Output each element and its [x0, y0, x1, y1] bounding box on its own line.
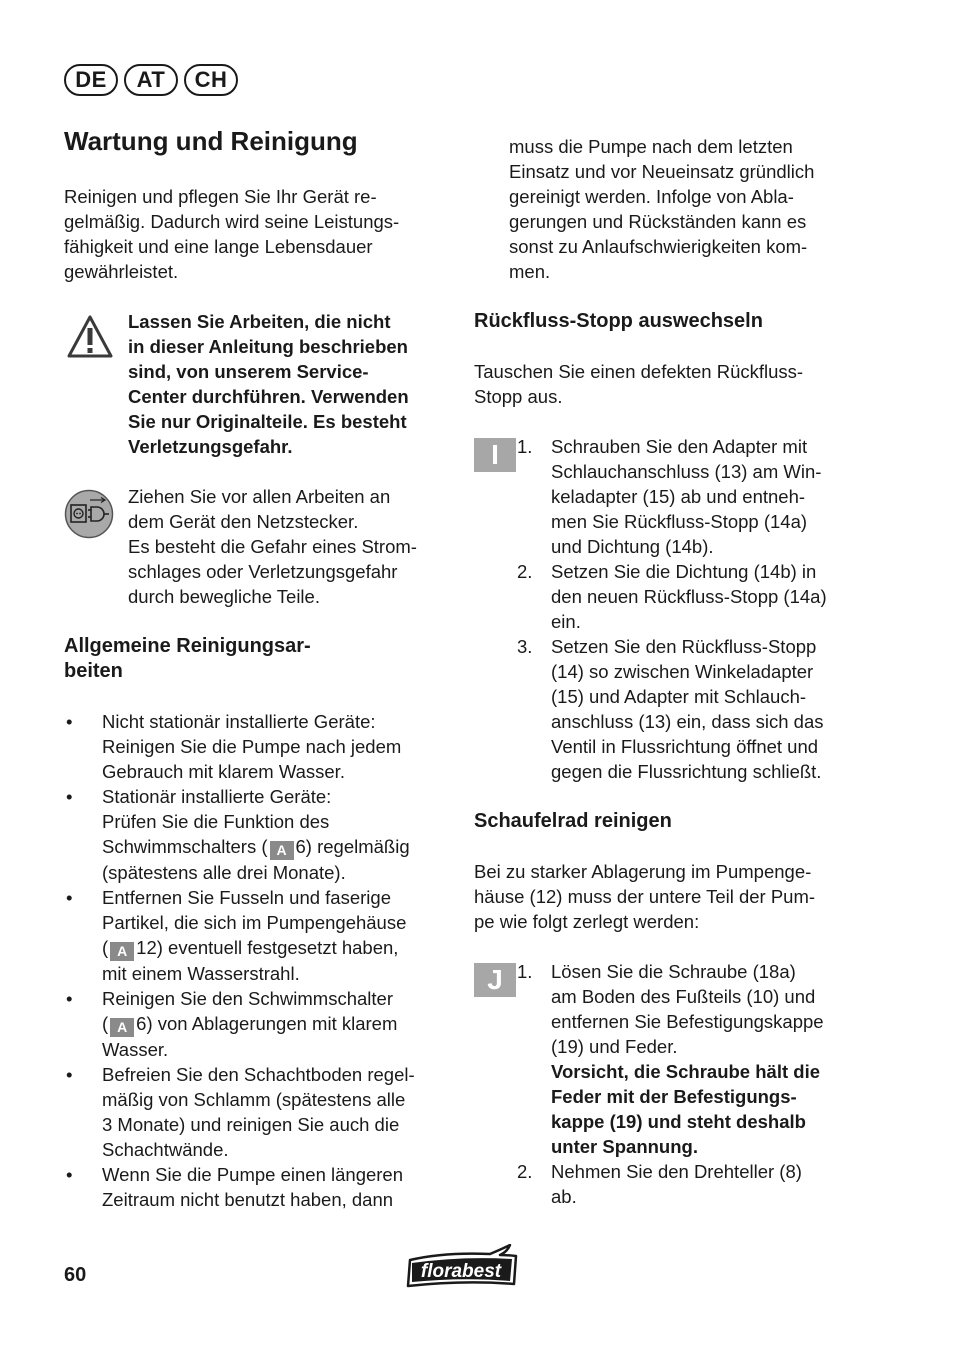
bullet-line: Stationär installierte Geräte: — [102, 786, 332, 807]
list-item — [64, 986, 454, 1062]
step-warning-line: Feder mit der Befestigungs- — [551, 1086, 797, 1107]
general-cleaning-heading — [64, 634, 311, 684]
continuation-line: muss die Pumpe nach dem letzten — [509, 136, 793, 157]
list-item — [64, 709, 454, 784]
bullet-line: mäßig von Schlamm (spätestens alle — [102, 1089, 406, 1110]
step-line: (14) so zwischen Winkeladapter — [551, 661, 814, 682]
figure-a-badge: A — [110, 942, 134, 961]
figure-a-badge: A — [270, 841, 294, 860]
unplug-line: dem Gerät den Netzstecker. — [128, 511, 359, 532]
unplug-line: Ziehen Sie vor allen Arbeiten an — [128, 486, 391, 507]
list-item — [64, 784, 454, 885]
continuation-line: gereinigt werden. Infolge von Abla- — [509, 186, 794, 207]
bullet-text: 12) eventuell festgesetzt haben, — [136, 937, 399, 958]
list-item — [64, 1162, 454, 1212]
bullet-text: 6) regelmäßig — [295, 836, 410, 857]
bullet-line: Befreien Sie den Schachtboden regel- — [102, 1064, 415, 1085]
backflow-stop-heading: Rückfluss-Stopp auswechseln — [474, 310, 763, 332]
intro-paragraph — [64, 184, 464, 284]
list-item — [517, 1159, 867, 1209]
warning-line: Sie nur Originalteile. Es besteht — [128, 411, 407, 432]
heading-line: beiten — [64, 660, 123, 682]
warning-line: Verletzungsgefahr. — [128, 436, 293, 457]
list-item — [517, 559, 867, 634]
step-line: entfernen Sie Befestigungskappe — [551, 1011, 824, 1032]
backflow-intro-line: Tauschen Sie einen defekten Rückfluss- — [474, 361, 804, 382]
bullet-marker: • — [66, 1164, 73, 1185]
unplug-line: durch bewegliche Teile. — [128, 586, 320, 607]
impeller-intro — [474, 859, 874, 934]
impeller-intro-line: Bei zu starker Ablagerung im Pumpenge- — [474, 861, 812, 882]
step-line: men Sie Rückfluss-Stopp (14a) — [551, 511, 808, 532]
bullet-marker: • — [66, 988, 73, 1009]
bullet-text: Schwimmschalters ( — [102, 836, 268, 857]
step-number: 1. — [517, 961, 533, 982]
step-warning-line: unter Spannung. — [551, 1136, 698, 1157]
continuation-line: Einsatz und vor Neueinsatz gründlich — [509, 161, 815, 182]
bullet-line: 3 Monate) und reinigen Sie auch die — [102, 1114, 400, 1135]
intro-line: gelmäßig. Dadurch wird seine Leistungs- — [64, 211, 400, 232]
bullet-line: Entfernen Sie Fusseln und faserige — [102, 887, 391, 908]
bullet-line — [102, 834, 454, 860]
warning-line: Center durchführen. Verwenden — [128, 386, 409, 407]
bullet-line: mit einem Wasserstrahl. — [102, 963, 300, 984]
step-line: Nehmen Sie den Drehteller (8) — [551, 1161, 802, 1182]
step-warning-line: Vorsicht, die Schraube hält die — [551, 1061, 820, 1082]
intro-line: fähigkeit und eine lange Lebensdauer — [64, 236, 373, 257]
impeller-steps — [517, 959, 867, 1209]
bullet-marker: • — [66, 711, 73, 732]
step-badge-i: I — [474, 438, 516, 472]
florabest-logo — [404, 1244, 520, 1290]
list-item — [517, 434, 867, 559]
unplug-line: Es besteht die Gefahr eines Strom- — [128, 536, 417, 557]
step-line: und Dichtung (14b). — [551, 536, 714, 557]
list-item — [517, 959, 867, 1159]
step-line: den neuen Rückfluss-Stopp (14a) — [551, 586, 827, 607]
warning-line: Lassen Sie Arbeiten, die nicht — [128, 311, 391, 332]
intro-line: Reinigen und pflegen Sie Ihr Gerät re- — [64, 186, 377, 207]
step-line: Setzen Sie den Rückfluss-Stopp — [551, 636, 817, 657]
country-badge-de: DE — [64, 64, 118, 96]
step-number: 2. — [517, 1161, 533, 1182]
impeller-intro-line: pe wie folgt zerlegt werden: — [474, 911, 700, 932]
page-number: 60 — [64, 1264, 87, 1286]
list-item — [64, 885, 454, 986]
unplug-icon — [64, 489, 114, 539]
country-badge-ch: CH — [184, 64, 238, 96]
heading-line: Allgemeine Reinigungsar- — [64, 635, 311, 657]
bullet-marker: • — [66, 887, 73, 908]
unplug-line: schlages oder Verletzungsgefahr — [128, 561, 398, 582]
step-number: 2. — [517, 561, 533, 582]
bullet-line: Partikel, die sich im Pumpengehäuse — [102, 912, 407, 933]
bullet-text: ( — [102, 937, 109, 958]
bullet-line: Reinigen Sie die Pumpe nach jedem — [102, 736, 402, 757]
step-line: Schlauchanschluss (13) am Win- — [551, 461, 822, 482]
bullet-line: Reinigen Sie den Schwimmschalter — [102, 988, 393, 1009]
step-line: keladapter (15) ab und entneh- — [551, 486, 806, 507]
step-line: am Boden des Fußteils (10) und — [551, 986, 816, 1007]
warning-text — [128, 309, 458, 459]
cleaning-bullet-list — [64, 709, 454, 1212]
step-line: ein. — [551, 611, 581, 632]
continuation-paragraph — [509, 134, 869, 284]
warning-line: sind, von unserem Service- — [128, 361, 369, 382]
continuation-line: gerungen und Rückständen kann es — [509, 211, 807, 232]
bullet-line: Zeitraum nicht benutzt haben, dann — [102, 1189, 394, 1210]
country-badge-at: AT — [124, 64, 178, 96]
bullet-marker: • — [66, 1064, 73, 1085]
step-number: 3. — [517, 636, 533, 657]
bullet-line: Schachtwände. — [102, 1139, 229, 1160]
impeller-intro-line: häuse (12) muss der untere Teil der Pum- — [474, 886, 816, 907]
bullet-line: Gebrauch mit klarem Wasser. — [102, 761, 345, 782]
list-item — [517, 634, 867, 784]
continuation-line: men. — [509, 261, 551, 282]
unplug-note — [128, 484, 458, 609]
bullet-line: (spätestens alle drei Monate). — [102, 862, 346, 883]
page-title: Wartung und Reinigung — [64, 126, 358, 156]
figure-a-badge: A — [110, 1018, 134, 1037]
backflow-intro-line: Stopp aus. — [474, 386, 563, 407]
bullet-line — [102, 935, 454, 961]
bullet-marker: • — [66, 786, 73, 807]
warning-triangle-icon — [66, 314, 114, 360]
step-line: (15) und Adapter mit Schlauch- — [551, 686, 807, 707]
impeller-heading: Schaufelrad reinigen — [474, 810, 672, 832]
step-line: anschluss (13) ein, dass sich das — [551, 711, 824, 732]
warning-line: in dieser Anleitung beschrieben — [128, 336, 408, 357]
bullet-text: ( — [102, 1013, 109, 1034]
brand-text: florabest — [420, 1261, 502, 1282]
bullet-line: Nicht stationär installierte Geräte: — [102, 711, 376, 732]
backflow-steps — [517, 434, 867, 784]
bullet-line: Wasser. — [102, 1039, 169, 1060]
bullet-text: 6) von Ablagerungen mit klarem — [136, 1013, 398, 1034]
bullet-line: Wenn Sie die Pumpe einen längeren — [102, 1164, 404, 1185]
bullet-line — [102, 1011, 454, 1037]
backflow-intro — [474, 359, 874, 409]
step-line: (19) und Feder. — [551, 1036, 678, 1057]
step-warning-line: kappe (19) und steht deshalb — [551, 1111, 806, 1132]
list-item — [64, 1062, 454, 1162]
bullet-line: Prüfen Sie die Funktion des — [102, 811, 330, 832]
step-line: Setzen Sie die Dichtung (14b) in — [551, 561, 817, 582]
step-line: Schrauben Sie den Adapter mit — [551, 436, 808, 457]
country-badges — [64, 64, 238, 96]
step-number: 1. — [517, 436, 533, 457]
step-line: gegen die Flussrichtung schließt. — [551, 761, 822, 782]
step-line: Lösen Sie die Schraube (18a) — [551, 961, 796, 982]
step-line: ab. — [551, 1186, 577, 1207]
step-line: Ventil in Flussrichtung öffnet und — [551, 736, 819, 757]
continuation-line: sonst zu Anlaufschwierigkeiten kom- — [509, 236, 808, 257]
step-badge-j: J — [474, 963, 516, 997]
intro-line: gewährleistet. — [64, 261, 179, 282]
